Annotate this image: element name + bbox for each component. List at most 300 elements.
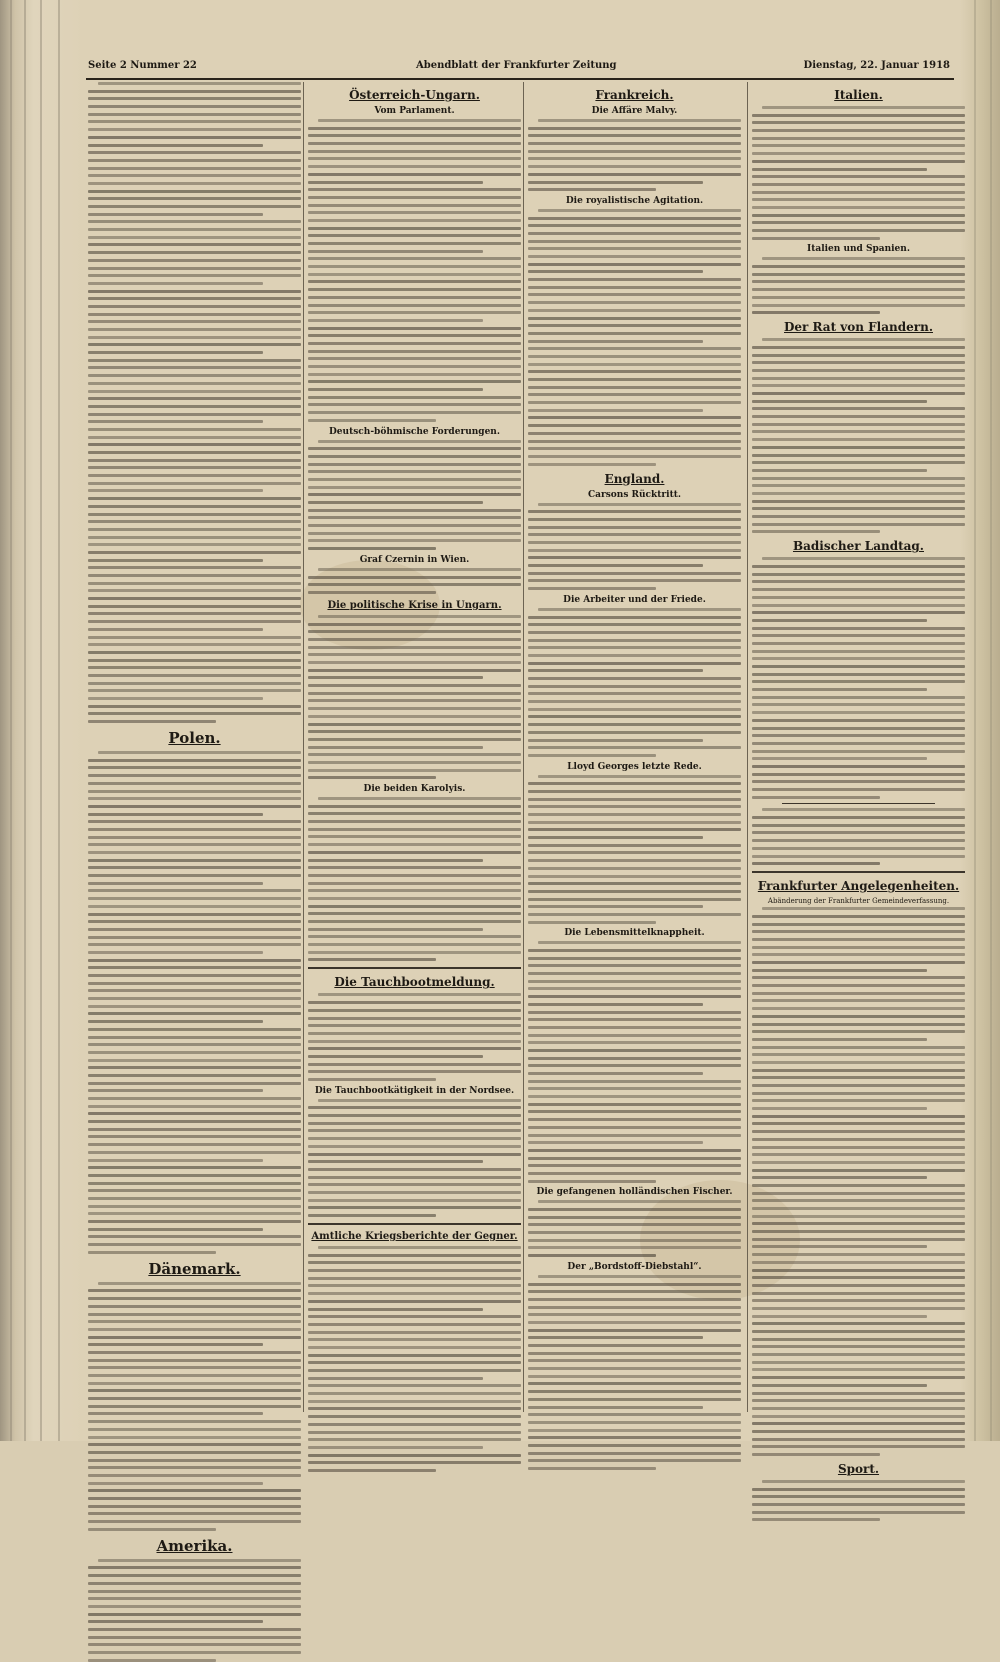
text-line xyxy=(528,1239,741,1242)
text-line xyxy=(752,1069,965,1072)
text-line xyxy=(752,953,965,956)
text-line xyxy=(318,1099,521,1102)
text-line xyxy=(88,1005,301,1008)
text-line xyxy=(752,847,965,850)
text-line xyxy=(528,1134,741,1137)
text-line xyxy=(88,720,216,723)
text-line xyxy=(752,627,965,630)
text-line xyxy=(308,723,521,726)
text-line xyxy=(88,989,301,992)
text-line xyxy=(88,920,301,923)
text-line xyxy=(528,240,741,243)
text-line xyxy=(528,972,741,975)
text-line xyxy=(308,319,483,322)
text-line xyxy=(762,106,965,109)
text-line xyxy=(88,536,301,539)
text-line xyxy=(528,1049,741,1052)
text-line xyxy=(308,1063,521,1066)
text-line xyxy=(88,1128,301,1131)
text-line xyxy=(88,1074,301,1077)
text-line xyxy=(528,715,741,718)
text-line xyxy=(88,1574,301,1577)
text-line xyxy=(528,723,741,726)
text-line xyxy=(88,382,301,385)
text-line xyxy=(528,1452,741,1455)
text-line xyxy=(308,419,436,422)
text-line xyxy=(308,630,521,633)
section-heading-badischer: Badischer Landtag. xyxy=(792,539,924,554)
text-line xyxy=(318,440,521,443)
text-line xyxy=(752,1238,965,1241)
text-line xyxy=(308,1431,521,1434)
text-line xyxy=(88,1397,301,1400)
article-text xyxy=(308,993,521,1081)
text-line xyxy=(308,509,521,512)
article-text xyxy=(528,119,741,191)
text-line xyxy=(752,423,965,426)
subheading-tauchboot: Die Tauchbootkätigkeit in der Nordsee. xyxy=(314,1085,515,1096)
text-line xyxy=(88,251,301,254)
text-line xyxy=(88,351,263,354)
text-line xyxy=(308,1300,521,1303)
text-line xyxy=(528,409,703,412)
text-line xyxy=(308,882,521,885)
text-line xyxy=(752,1138,965,1141)
text-line xyxy=(528,1141,703,1144)
text-line xyxy=(752,361,965,364)
text-line xyxy=(88,182,301,185)
text-line xyxy=(308,1137,521,1140)
text-line xyxy=(308,912,521,915)
text-line xyxy=(528,173,741,176)
text-line xyxy=(752,1345,965,1348)
text-line xyxy=(88,828,301,831)
text-line xyxy=(88,574,301,577)
text-line xyxy=(308,1461,521,1464)
text-line xyxy=(528,564,703,567)
text-line xyxy=(752,273,965,276)
text-line xyxy=(308,304,521,307)
text-line xyxy=(528,455,741,458)
text-line xyxy=(528,526,741,529)
text-line xyxy=(528,980,741,983)
text-line xyxy=(88,1428,301,1431)
text-line xyxy=(88,790,301,793)
column-rule xyxy=(523,82,524,1412)
text-line xyxy=(752,392,965,395)
article-text xyxy=(528,1200,741,1257)
text-line xyxy=(88,1482,263,1485)
text-line xyxy=(88,1405,301,1408)
text-line xyxy=(752,1384,927,1387)
text-line xyxy=(752,1222,965,1225)
text-line xyxy=(752,221,965,224)
text-line xyxy=(752,129,965,132)
text-line xyxy=(88,1320,301,1323)
text-line xyxy=(752,446,965,449)
text-line xyxy=(528,662,741,665)
text-line xyxy=(528,1306,741,1309)
article-text xyxy=(308,1099,521,1217)
text-line xyxy=(88,1097,301,1100)
subheading-malvy: Die Affäre Malvy. xyxy=(591,106,678,116)
text-line xyxy=(88,136,301,139)
text-line xyxy=(528,913,741,916)
text-line xyxy=(528,1018,741,1021)
text-line xyxy=(88,1135,301,1138)
text-line xyxy=(88,128,301,131)
text-line xyxy=(88,520,301,523)
text-line xyxy=(308,1122,521,1125)
text-line xyxy=(88,267,301,270)
text-line xyxy=(88,951,263,954)
text-line xyxy=(528,301,741,304)
text-line xyxy=(528,332,741,335)
text-line xyxy=(308,150,521,153)
text-line xyxy=(88,628,263,631)
section-heading-tauchboot: Die Tauchbootmeldung. xyxy=(334,975,495,990)
text-line xyxy=(318,1246,521,1249)
text-line xyxy=(88,974,301,977)
text-line xyxy=(528,378,741,381)
text-line xyxy=(88,313,301,316)
text-line xyxy=(308,1369,521,1372)
text-line xyxy=(308,591,436,594)
text-line xyxy=(88,1051,301,1054)
text-line xyxy=(528,232,741,235)
text-line xyxy=(308,812,521,815)
text-line xyxy=(308,1454,521,1457)
text-line xyxy=(752,680,965,683)
text-line xyxy=(528,1459,741,1462)
text-line xyxy=(752,999,965,1002)
text-line xyxy=(308,669,521,672)
text-line xyxy=(88,436,301,439)
text-line xyxy=(752,377,965,380)
separator xyxy=(782,803,935,804)
text-line xyxy=(752,1030,965,1033)
text-line xyxy=(528,1231,741,1234)
text-line xyxy=(528,1352,741,1355)
text-line xyxy=(88,805,301,808)
text-line xyxy=(308,1199,521,1202)
text-line xyxy=(88,1251,216,1254)
text-line xyxy=(308,396,521,399)
text-line xyxy=(308,1070,521,1073)
text-line xyxy=(528,882,741,885)
text-line xyxy=(88,1459,301,1462)
article-text xyxy=(528,503,741,591)
text-line xyxy=(752,1161,965,1164)
text-line xyxy=(308,1292,521,1295)
text-line xyxy=(528,324,741,327)
text-line xyxy=(308,951,521,954)
text-line xyxy=(88,551,301,554)
text-line xyxy=(308,250,483,253)
text-line xyxy=(538,209,741,212)
text-line xyxy=(88,605,301,608)
text-line xyxy=(88,205,301,208)
text-line xyxy=(528,844,741,847)
section-rule xyxy=(308,967,521,969)
text-line xyxy=(88,612,301,615)
text-line xyxy=(752,1361,965,1364)
text-line xyxy=(88,1305,301,1308)
text-line xyxy=(308,866,521,869)
text-line xyxy=(528,1223,741,1226)
text-line xyxy=(752,1438,965,1441)
text-line xyxy=(752,757,927,760)
text-line xyxy=(752,1430,965,1433)
text-line xyxy=(88,220,301,223)
text-line xyxy=(308,181,483,184)
page-header xyxy=(86,54,954,76)
text-line xyxy=(528,309,741,312)
text-line xyxy=(752,1284,965,1287)
text-line xyxy=(752,984,965,987)
text-line xyxy=(308,576,521,579)
text-line xyxy=(752,1107,927,1110)
text-line xyxy=(308,653,521,656)
article-text xyxy=(752,338,965,533)
text-line xyxy=(528,1110,741,1113)
text-line xyxy=(752,604,965,607)
text-line xyxy=(308,935,521,938)
text-line xyxy=(528,1436,741,1439)
text-line xyxy=(88,443,301,446)
text-line xyxy=(308,350,521,353)
text-line xyxy=(528,1444,741,1447)
text-line xyxy=(308,738,521,741)
text-line xyxy=(88,1151,301,1154)
text-line xyxy=(88,1212,301,1215)
text-line xyxy=(308,127,521,130)
text-line xyxy=(752,346,965,349)
text-line xyxy=(528,142,741,145)
text-line xyxy=(528,556,741,559)
text-line xyxy=(752,121,965,124)
column-2 xyxy=(308,82,521,1412)
text-line xyxy=(308,859,483,862)
text-line xyxy=(528,685,741,688)
text-line xyxy=(308,1423,521,1426)
subheading-lebensmittel: Die Lebensmittelknappheit. xyxy=(564,928,705,939)
column-1 xyxy=(88,82,301,1555)
text-line xyxy=(88,1036,301,1039)
text-line xyxy=(528,1398,741,1401)
text-line xyxy=(88,328,301,331)
text-line xyxy=(88,697,263,700)
text-line xyxy=(752,1376,965,1379)
text-line xyxy=(88,1313,301,1316)
text-line xyxy=(752,565,965,568)
text-line xyxy=(528,510,741,513)
text-line xyxy=(752,1276,965,1279)
text-line xyxy=(528,949,741,952)
text-line xyxy=(752,780,965,783)
text-line xyxy=(528,821,741,824)
text-line xyxy=(88,1120,301,1123)
text-line xyxy=(88,936,301,939)
text-line xyxy=(308,583,521,586)
text-line xyxy=(88,766,301,769)
article-text xyxy=(88,1282,301,1531)
text-line xyxy=(88,1228,263,1231)
text-line xyxy=(752,1046,965,1049)
text-line xyxy=(308,928,483,931)
article-text xyxy=(308,440,521,551)
text-line xyxy=(88,651,301,654)
text-line xyxy=(308,715,521,718)
text-line xyxy=(88,167,301,170)
text-line xyxy=(752,214,965,217)
text-line xyxy=(528,859,741,862)
text-line xyxy=(308,288,521,291)
text-line xyxy=(528,905,703,908)
text-line xyxy=(528,1057,741,1060)
text-line xyxy=(752,657,965,660)
text-line xyxy=(308,134,521,137)
text-line xyxy=(308,1407,521,1410)
column-3 xyxy=(528,82,741,1412)
text-line xyxy=(528,995,741,998)
text-line xyxy=(308,463,521,466)
text-line xyxy=(88,151,301,154)
article-text xyxy=(528,608,741,757)
previous-page-edge xyxy=(0,0,84,1441)
text-line xyxy=(88,1289,301,1292)
text-line xyxy=(88,505,301,508)
text-line xyxy=(308,188,521,191)
text-line xyxy=(528,1126,741,1129)
text-line xyxy=(528,1180,656,1183)
text-line xyxy=(752,175,965,178)
text-line xyxy=(528,1003,703,1006)
article-text xyxy=(308,119,521,422)
text-line xyxy=(752,1038,927,1041)
issue-date: Dienstag, 22. Januar 1918 xyxy=(803,60,950,71)
text-line xyxy=(538,608,741,611)
text-line xyxy=(308,165,521,168)
text-line xyxy=(528,987,741,990)
text-line xyxy=(308,1438,521,1441)
text-line xyxy=(308,638,521,641)
text-line xyxy=(308,1315,521,1318)
text-line xyxy=(88,359,301,362)
section-heading-italien: Italien. xyxy=(834,88,883,102)
text-line xyxy=(752,580,965,583)
text-line xyxy=(88,543,301,546)
text-line xyxy=(88,566,301,569)
text-line xyxy=(752,1338,965,1341)
section-heading-oesterreich: Österreich-Ungarn. xyxy=(349,88,480,102)
text-line xyxy=(752,688,927,691)
text-line xyxy=(752,530,880,533)
text-line xyxy=(88,1189,301,1192)
page-number: Seite 2 Nummer 22 xyxy=(88,60,197,71)
text-line xyxy=(88,913,301,916)
text-line xyxy=(88,390,301,393)
text-line xyxy=(88,1089,263,1092)
text-line xyxy=(528,782,741,785)
text-line xyxy=(528,746,741,749)
text-line xyxy=(752,1215,965,1218)
text-line xyxy=(752,862,880,865)
text-line xyxy=(752,1407,965,1410)
text-line xyxy=(528,270,703,273)
text-line xyxy=(88,966,301,969)
text-line xyxy=(98,1282,301,1285)
text-line xyxy=(88,144,263,147)
text-line xyxy=(88,1512,301,1515)
text-line xyxy=(308,1214,436,1217)
text-line xyxy=(88,797,301,800)
text-line xyxy=(308,1055,483,1058)
text-line xyxy=(88,1505,301,1508)
text-line xyxy=(308,730,521,733)
text-line xyxy=(88,620,301,623)
text-line xyxy=(752,719,965,722)
text-line xyxy=(752,1269,965,1272)
text-line xyxy=(752,484,965,487)
text-line xyxy=(528,386,741,389)
text-line xyxy=(528,1157,741,1160)
text-line xyxy=(752,288,965,291)
text-line xyxy=(308,455,521,458)
text-line xyxy=(88,1020,263,1023)
text-line xyxy=(308,828,521,831)
text-line xyxy=(308,1153,521,1156)
text-line xyxy=(752,280,965,283)
text-line xyxy=(528,317,741,320)
text-line xyxy=(308,365,521,368)
text-line xyxy=(308,539,521,542)
text-line xyxy=(528,921,656,924)
text-line xyxy=(528,798,741,801)
text-line xyxy=(88,405,301,408)
section-heading-frankfurter: Frankfurter Angelegenheiten. xyxy=(757,879,960,894)
text-line xyxy=(308,646,521,649)
article-text xyxy=(528,1275,741,1470)
section-heading-frankreich: Frankreich. xyxy=(595,88,674,102)
text-line xyxy=(752,588,965,591)
text-line xyxy=(88,105,301,108)
text-line xyxy=(752,1495,965,1498)
text-line xyxy=(752,1245,927,1248)
text-line xyxy=(528,646,741,649)
text-line xyxy=(88,859,301,862)
text-line xyxy=(88,1566,301,1569)
text-line xyxy=(308,334,521,337)
text-line xyxy=(308,516,521,519)
text-line xyxy=(528,875,741,878)
text-line xyxy=(308,234,521,237)
text-line xyxy=(88,1412,263,1415)
text-line xyxy=(88,1143,301,1146)
text-line xyxy=(308,1384,521,1387)
text-line xyxy=(752,438,965,441)
text-line xyxy=(308,1160,483,1163)
text-line xyxy=(88,1436,301,1439)
text-line xyxy=(88,1066,301,1069)
text-line xyxy=(528,263,741,266)
article-text xyxy=(752,106,965,240)
text-line xyxy=(752,596,965,599)
column-rule xyxy=(303,82,304,1412)
text-line xyxy=(752,816,965,819)
text-line xyxy=(752,477,965,480)
section-heading-england: England. xyxy=(604,471,665,486)
